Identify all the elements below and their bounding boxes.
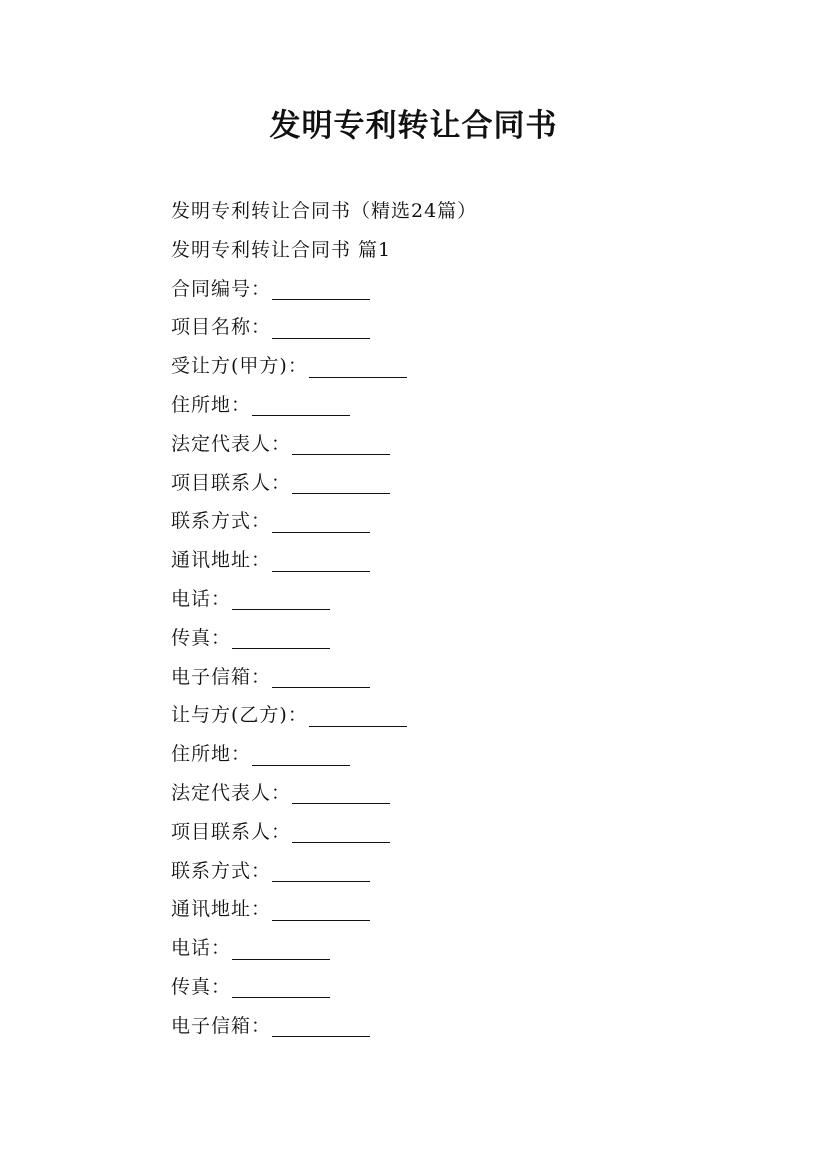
blank-underline[interactable] [292,818,390,843]
field-label: 合同编号： [171,277,272,300]
field-row [171,813,771,852]
blank-underline[interactable] [292,469,390,494]
field-label: 住所地： [171,393,252,416]
field-label: 让与方(乙方)： [171,704,308,727]
field-label: 法定代表人： [171,432,292,455]
field-row [171,502,771,541]
field-label: 受让方(甲方)： [171,355,308,378]
blank-underline[interactable] [272,275,370,300]
field-row [171,852,771,891]
field-row [171,541,771,580]
document-body [171,192,771,1046]
field-row [171,464,771,503]
field-row [171,347,771,386]
document-title: 发明专利转让合同书 [269,108,558,144]
blank-underline[interactable] [292,779,390,804]
field-row [171,1007,771,1046]
blank-underline[interactable] [272,896,370,921]
field-label: 项目联系人： [171,471,292,494]
field-row [171,308,771,347]
blank-underline[interactable] [309,353,407,378]
blank-underline[interactable] [272,857,370,882]
field-row [171,774,771,813]
blank-underline[interactable] [309,702,407,727]
field-label: 传真： [171,626,232,649]
field-label: 电子信箱： [171,1014,272,1037]
field-label: 项目名称： [171,316,272,339]
blank-underline[interactable] [272,663,370,688]
field-row [171,735,771,774]
blank-underline[interactable] [272,314,370,339]
blank-underline[interactable] [232,585,330,610]
blank-underline[interactable] [272,508,370,533]
blank-underline[interactable] [252,741,350,766]
section-heading: 发明专利转让合同书 篇1 [171,238,392,261]
field-label: 联系方式： [171,510,272,533]
field-label: 电话： [171,937,232,960]
field-label: 联系方式： [171,859,272,882]
field-row [171,968,771,1007]
field-row [171,270,771,309]
field-label: 法定代表人： [171,781,292,804]
field-label: 通讯地址： [171,549,272,572]
field-label: 项目联系人： [171,820,292,843]
field-label: 电话： [171,587,232,610]
field-row [171,580,771,619]
blank-underline[interactable] [232,624,330,649]
field-row [171,619,771,658]
subtitle-line: 发明专利转让合同书（精选24篇） [171,200,478,222]
blank-underline[interactable] [252,391,350,416]
field-label: 通讯地址： [171,898,272,921]
field-label: 电子信箱： [171,665,272,688]
field-row [171,658,771,697]
blank-underline[interactable] [272,1012,370,1037]
field-row [171,696,771,735]
blank-underline[interactable] [232,935,330,960]
field-row [171,425,771,464]
field-row [171,929,771,968]
blank-underline[interactable] [272,547,370,572]
blank-underline[interactable] [292,430,390,455]
field-label: 住所地： [171,743,252,766]
field-row [171,386,771,425]
blank-underline[interactable] [232,973,330,998]
field-label: 传真： [171,975,232,998]
field-row [171,890,771,929]
